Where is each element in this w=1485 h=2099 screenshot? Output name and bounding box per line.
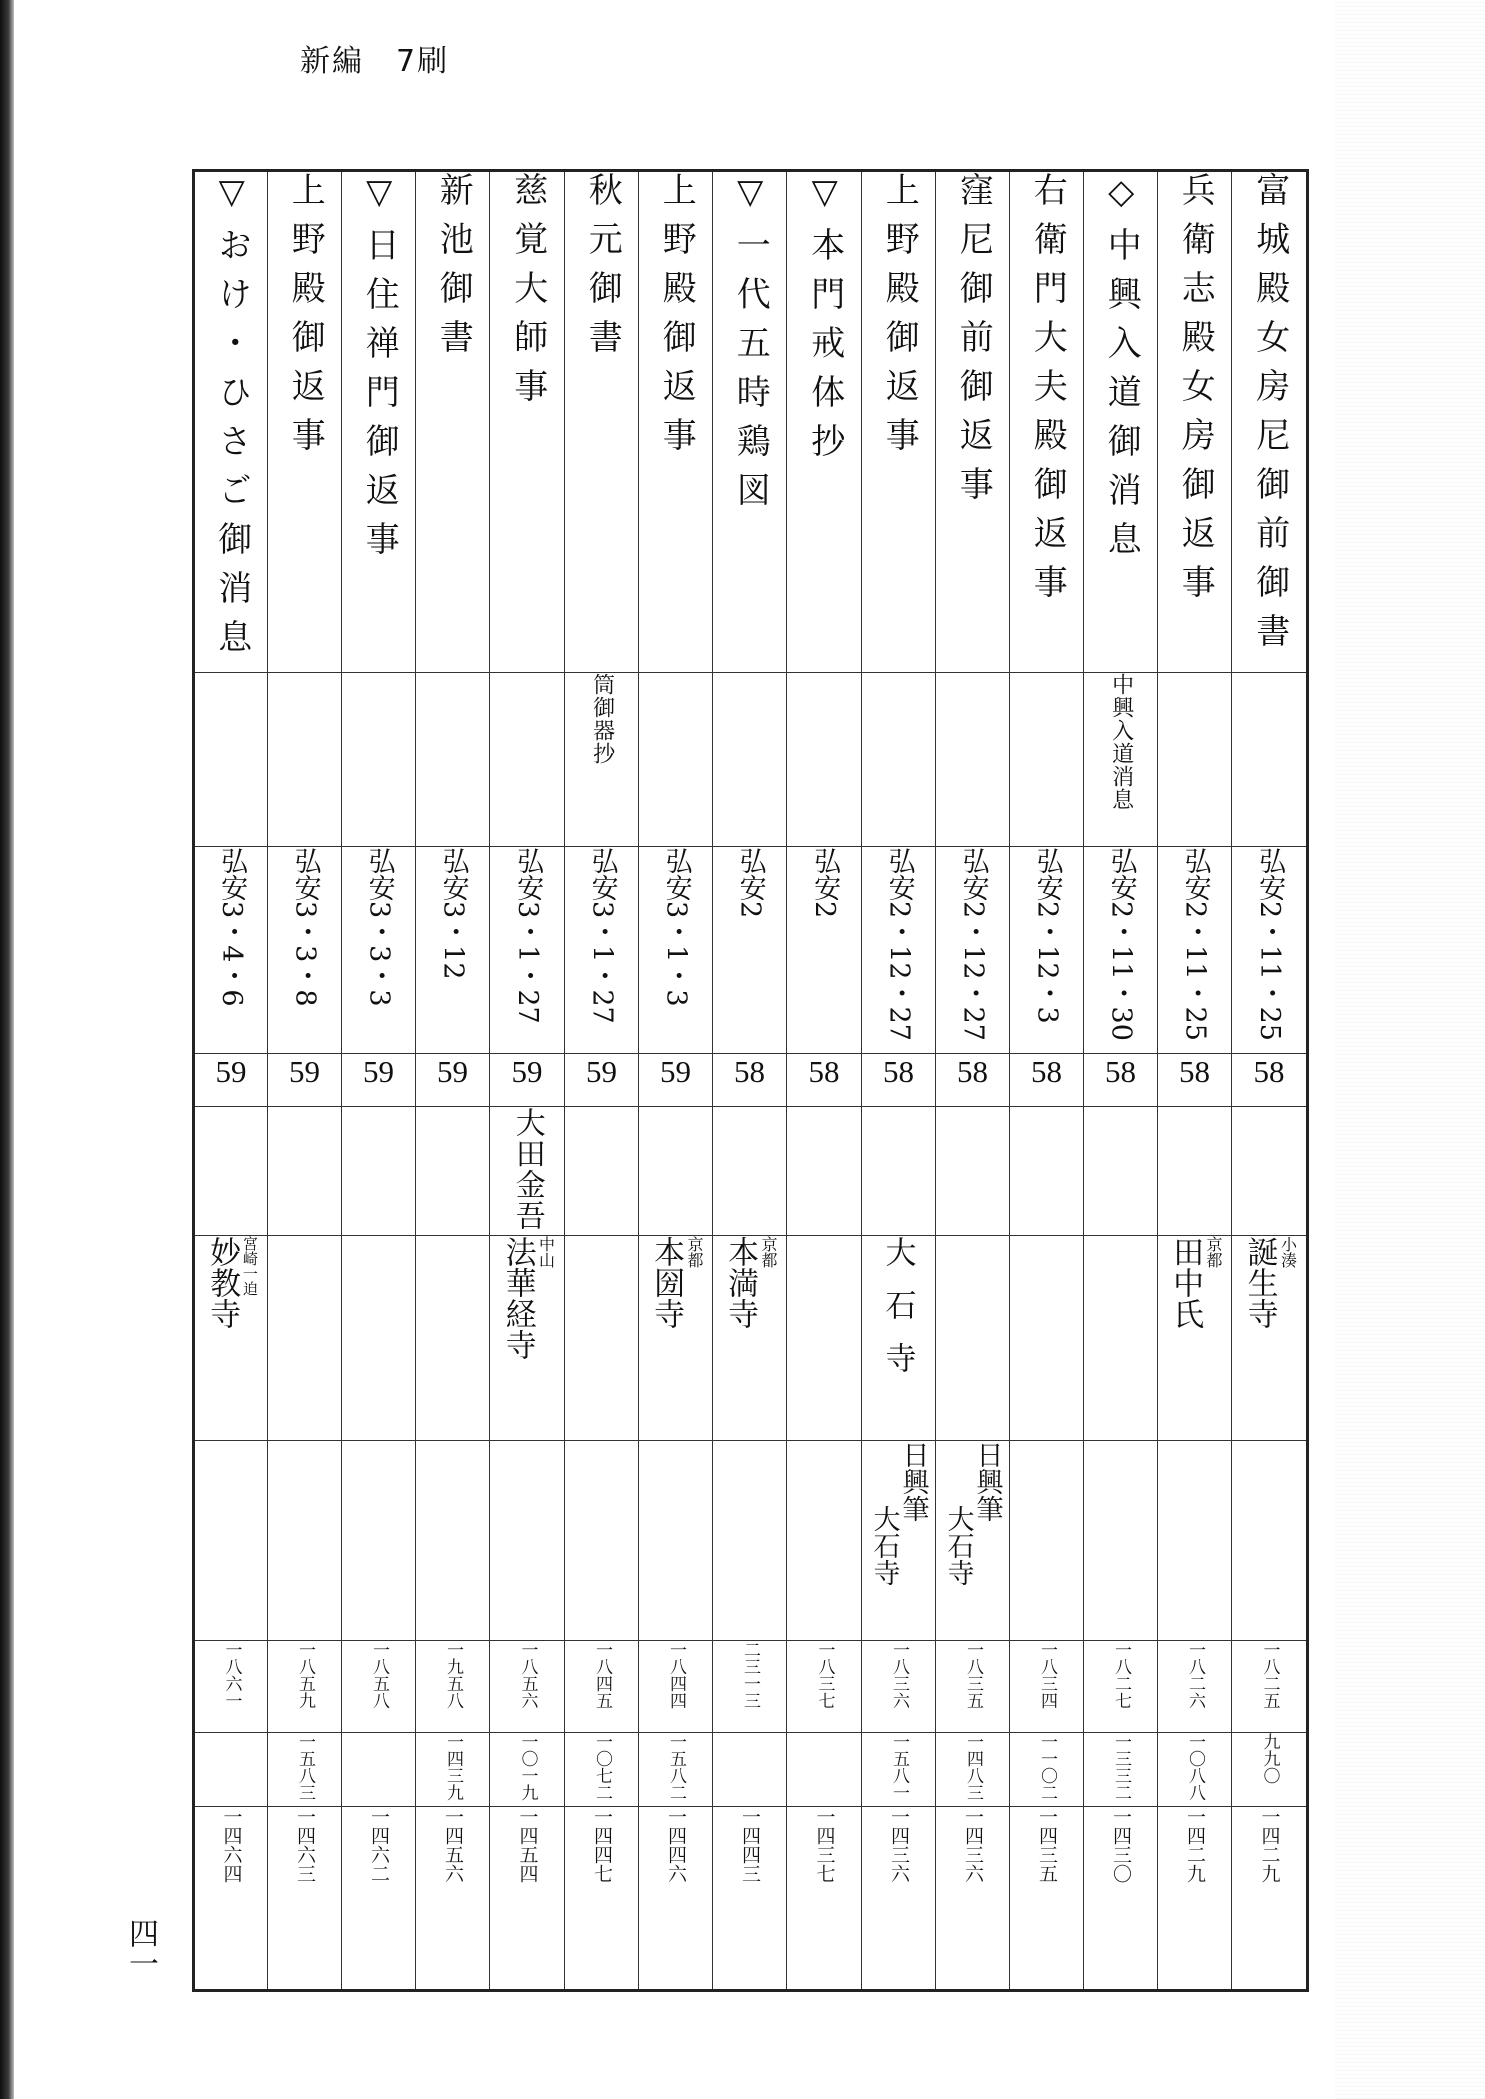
location-cell [713, 1236, 787, 1441]
alt-title-cell [862, 673, 936, 847]
volume-cell: 59 [416, 1054, 490, 1107]
date-cell [1010, 847, 1084, 1054]
work-title: 新池御書 [433, 172, 474, 368]
ref2-cell [862, 1733, 936, 1807]
work-title: 秋元御書 [582, 172, 623, 368]
ref2-page: 一四八三 [963, 1733, 983, 1801]
title-cell [416, 171, 490, 673]
volume-cell: 59 [268, 1054, 342, 1107]
ref3-page: 一四三七 [813, 1807, 836, 1883]
date-text: 弘安3・12 [437, 847, 469, 980]
ref3-page: 一四三〇 [1110, 1807, 1132, 1883]
ref1-page: 一八四四 [666, 1641, 686, 1709]
title-cell [194, 171, 268, 673]
work-title: 右衛門大夫殿御返事 [1027, 172, 1068, 613]
recipient-cell [342, 1107, 416, 1236]
note-cell [862, 1441, 936, 1641]
date-text: 弘安3・4・6 [216, 847, 248, 1007]
ref2-cell [936, 1733, 1010, 1807]
alt-title-cell [268, 673, 342, 847]
work-title: 兵衛志殿女房御返事 [1175, 172, 1216, 613]
note-holder: 大石寺 [942, 1505, 974, 1586]
ref3-cell [490, 1807, 565, 1991]
volume-cell: 58 [1158, 1054, 1232, 1107]
ref1-page: 一八三六 [889, 1641, 909, 1709]
note-cell [565, 1441, 639, 1641]
recipient-cell [862, 1107, 936, 1236]
date-cell [565, 847, 639, 1054]
date-text: 弘安2・11・25 [1254, 847, 1286, 1041]
volume-row [194, 1054, 1308, 1107]
alt-title-cell [194, 673, 268, 847]
note-cell [1232, 1441, 1308, 1641]
note-holder: 大石寺 [868, 1505, 900, 1586]
note-wrap [195, 1441, 267, 1505]
ref3-page: 一四二九 [1258, 1807, 1281, 1883]
location-cell [194, 1236, 268, 1441]
volume-cell: 59 [490, 1054, 565, 1107]
note-wrap [862, 1441, 935, 1586]
ref2-cell [490, 1733, 565, 1807]
ref3-page: 一四三六 [962, 1807, 984, 1883]
recipient-cell [713, 1107, 787, 1236]
ref1-cell [862, 1641, 936, 1733]
alt-title-cell [1010, 673, 1084, 847]
recipient-text: 大田金吾 [509, 1107, 545, 1231]
work-title: 窪尼御前御返事 [953, 172, 994, 515]
location-cell [936, 1236, 1010, 1441]
ref1-page: 一八二七 [1111, 1641, 1131, 1709]
note-cell [787, 1441, 862, 1641]
date-cell [342, 847, 416, 1054]
recipient-cell [1010, 1107, 1084, 1236]
date-row [194, 847, 1308, 1054]
location-cell [490, 1236, 565, 1441]
recipient-cell [787, 1107, 862, 1236]
date-text: 弘安3・1・27 [586, 847, 618, 1024]
date-text: 弘安3・1・27 [512, 847, 544, 1024]
page-edge-texture [1335, 0, 1485, 2099]
location-wrap [1158, 1236, 1231, 1329]
note-wrap [639, 1441, 712, 1505]
note-row [194, 1441, 1308, 1641]
ref1-page: 一八三七 [814, 1641, 835, 1709]
ref3-page: 一四六二 [368, 1807, 390, 1883]
work-title: 富城殿女房尼御前御書 [1249, 172, 1290, 662]
recipient-cell [490, 1107, 565, 1236]
ref2-cell [1010, 1733, 1084, 1807]
volume-cell: 59 [565, 1054, 639, 1107]
date-text: 弘安3・1・3 [660, 847, 692, 1007]
note-cell [342, 1441, 416, 1641]
ref3-cell [862, 1807, 936, 1991]
location-prefix: 宮崎一迫 [240, 1236, 259, 1296]
title-cell [787, 171, 862, 673]
date-text: 弘安2・12・3 [1031, 847, 1063, 1024]
location-cell [416, 1236, 490, 1441]
location-name: 田中氏 [1167, 1236, 1204, 1329]
note-cell [194, 1441, 268, 1641]
ref3-cell [194, 1807, 268, 1991]
location-cell [1084, 1236, 1158, 1441]
alt-title-cell [1084, 673, 1158, 847]
work-title: 上野殿御返事 [879, 172, 920, 466]
ref1-cell [787, 1641, 862, 1733]
date-cell [416, 847, 490, 1054]
ref3-cell [1158, 1807, 1232, 1991]
recipient-cell [268, 1107, 342, 1236]
recipient-cell [639, 1107, 713, 1236]
alt-title: 中興入道消息 [1108, 673, 1134, 811]
ref3-page: 一四五六 [442, 1807, 464, 1883]
recipient-row [194, 1107, 1308, 1236]
title-cell [268, 171, 342, 673]
location-name: 妙教寺 [204, 1236, 241, 1329]
ref1-page: 一八三五 [963, 1641, 983, 1709]
ref2-cell [787, 1733, 862, 1807]
title-cell [936, 171, 1010, 673]
date-text: 弘安2 [809, 847, 841, 919]
date-text: 弘安2・11・25 [1179, 847, 1211, 1041]
alt-title-cell [416, 673, 490, 847]
ref3-cell [342, 1807, 416, 1991]
alt-title-cell [342, 673, 416, 847]
title-cell [342, 171, 416, 673]
ref2-row [194, 1733, 1308, 1807]
page-header: 新編 7刷 [300, 44, 450, 79]
ref3-page: 一四三六 [888, 1807, 910, 1883]
ref2-page: 一一〇二 [1037, 1733, 1057, 1801]
ref3-row [194, 1807, 1308, 1991]
title-cell [1158, 171, 1232, 673]
note-cell [1084, 1441, 1158, 1641]
work-title: ◇中興入道御消息 [1101, 172, 1142, 570]
ref1-cell [1158, 1641, 1232, 1733]
note-cell [936, 1441, 1010, 1641]
ref3-page: 一四四七 [591, 1807, 613, 1883]
location-name: 大石寺 [879, 1236, 916, 1395]
ref1-page: 一八五八 [369, 1641, 389, 1709]
note-wrap [565, 1441, 638, 1505]
location-name: 誕生寺 [1241, 1236, 1278, 1329]
volume-cell: 58 [713, 1054, 787, 1107]
note-scribe: 日興筆 [971, 1441, 1003, 1522]
ref2-cell [194, 1733, 268, 1807]
note-wrap [787, 1441, 861, 1505]
note-cell [713, 1441, 787, 1641]
ref2-page: 一三三二 [1111, 1733, 1131, 1801]
ref3-cell [1084, 1807, 1158, 1991]
location-name: 本満寺 [722, 1236, 759, 1329]
volume-cell: 58 [787, 1054, 862, 1107]
date-text: 弘安2 [734, 847, 766, 919]
ref3-cell [1232, 1807, 1308, 1991]
location-wrap [195, 1236, 267, 1329]
ref3-page: 一四二九 [1184, 1807, 1206, 1883]
title-cell [490, 171, 565, 673]
ref3-page: 一四四六 [665, 1807, 687, 1883]
ref1-cell [1084, 1641, 1158, 1733]
date-cell [713, 847, 787, 1054]
note-wrap [1010, 1441, 1083, 1505]
ref3-cell [936, 1807, 1010, 1991]
location-cell [342, 1236, 416, 1441]
title-cell [565, 171, 639, 673]
location-wrap [713, 1236, 786, 1329]
work-title: ▽一代五時鶏図 [730, 172, 771, 521]
ref3-cell [787, 1807, 862, 1991]
volume-cell: 58 [936, 1054, 1010, 1107]
ref2-page: 一〇一九 [517, 1733, 538, 1801]
location-prefix: 小湊 [1278, 1236, 1298, 1268]
ref2-page: 一五八三 [295, 1733, 315, 1801]
date-text: 弘安3・3・3 [363, 847, 395, 1007]
ref1-row [194, 1641, 1308, 1733]
date-cell [1232, 847, 1308, 1054]
ref3-cell [565, 1807, 639, 1991]
location-cell [1010, 1236, 1084, 1441]
volume-cell: 58 [1084, 1054, 1158, 1107]
ref1-cell [194, 1641, 268, 1733]
location-name: 法華経寺 [499, 1236, 536, 1360]
ref3-page: 一四三五 [1036, 1807, 1058, 1883]
recipient-cell [416, 1107, 490, 1236]
alt-title-row [194, 673, 1308, 847]
ref3-page: 一四六三 [294, 1807, 316, 1883]
ref2-page: 一〇七二 [592, 1733, 612, 1801]
ref2-page: 一五八一 [889, 1733, 909, 1801]
recipient-cell [936, 1107, 1010, 1236]
alt-title-cell [787, 673, 862, 847]
title-cell [1010, 171, 1084, 673]
location-prefix: 中山 [536, 1236, 556, 1268]
ref2-page: 一四三九 [443, 1733, 463, 1801]
ref2-cell [416, 1733, 490, 1807]
page-number: 四一 [123, 1918, 158, 1978]
title-cell [1084, 171, 1158, 673]
note-scribe: 日興筆 [897, 1441, 929, 1522]
alt-title-cell [565, 673, 639, 847]
ref2-page: 九九〇 [1259, 1733, 1280, 1784]
location-cell [268, 1236, 342, 1441]
ref1-page: 一八五九 [295, 1641, 315, 1709]
location-cell [787, 1236, 862, 1441]
location-cell [639, 1236, 713, 1441]
date-cell [787, 847, 862, 1054]
ref1-page: 二三一三 [740, 1641, 760, 1709]
volume-cell: 58 [862, 1054, 936, 1107]
location-wrap [1232, 1236, 1306, 1329]
ref1-cell [565, 1641, 639, 1733]
location-cell [1232, 1236, 1308, 1441]
note-wrap [416, 1441, 489, 1505]
work-title: 慈覚大師事 [507, 172, 548, 417]
volume-cell: 58 [1232, 1054, 1308, 1107]
writings-table [192, 169, 1309, 1992]
location-prefix: 京都 [758, 1236, 778, 1268]
ref3-page: 一四四三 [739, 1807, 761, 1883]
ref1-cell [936, 1641, 1010, 1733]
ref1-cell [416, 1641, 490, 1733]
ref1-cell [268, 1641, 342, 1733]
note-wrap [342, 1441, 415, 1505]
ref2-cell [1084, 1733, 1158, 1807]
date-text: 弘安3・3・8 [289, 847, 321, 1007]
ref1-cell [713, 1641, 787, 1733]
location-cell [565, 1236, 639, 1441]
ref1-page: 一九五八 [443, 1641, 463, 1709]
ref3-page: 一四六四 [220, 1807, 243, 1883]
date-cell [936, 847, 1010, 1054]
note-cell [416, 1441, 490, 1641]
date-cell [490, 847, 565, 1054]
volume-cell: 59 [639, 1054, 713, 1107]
alt-title-cell [1232, 673, 1308, 847]
location-wrap [862, 1236, 935, 1395]
date-cell [639, 847, 713, 1054]
ref3-cell [713, 1807, 787, 1991]
ref1-page: 一八六一 [221, 1641, 242, 1709]
ref2-page: 一五八二 [666, 1733, 686, 1801]
note-wrap [1084, 1441, 1157, 1505]
title-cell [713, 171, 787, 673]
book-binding-shadow [0, 0, 14, 2099]
volume-cell: 58 [1010, 1054, 1084, 1107]
recipient-cell [194, 1107, 268, 1236]
ref1-cell [1232, 1641, 1308, 1733]
ref1-cell [342, 1641, 416, 1733]
ref3-cell [639, 1807, 713, 1991]
note-wrap [490, 1441, 564, 1505]
note-wrap [1232, 1441, 1306, 1505]
note-cell [1010, 1441, 1084, 1641]
ref2-cell [342, 1733, 416, 1807]
ref1-page: 一八二五 [1259, 1641, 1280, 1709]
alt-title-cell [1158, 673, 1232, 847]
recipient-cell [565, 1107, 639, 1236]
title-cell [1232, 171, 1308, 673]
title-cell [862, 171, 936, 673]
ref2-page: 一〇八八 [1185, 1733, 1205, 1801]
alt-title-cell [936, 673, 1010, 847]
ref2-cell [1158, 1733, 1232, 1807]
location-prefix: 京都 [1203, 1236, 1223, 1268]
volume-cell: 59 [342, 1054, 416, 1107]
work-title: 上野殿御返事 [285, 172, 326, 466]
alt-title: 筒御器抄 [589, 673, 615, 765]
location-cell [1158, 1236, 1232, 1441]
title-cell [639, 171, 713, 673]
title-row [194, 171, 1308, 673]
note-wrap [1158, 1441, 1231, 1505]
recipient-cell [1158, 1107, 1232, 1236]
work-title: ▽おけ・ひさご御消息 [211, 172, 252, 668]
location-prefix: 京都 [684, 1236, 704, 1268]
alt-title-cell [490, 673, 565, 847]
date-text: 弘安2・11・30 [1105, 847, 1137, 1041]
location-wrap [639, 1236, 712, 1329]
date-cell [1084, 847, 1158, 1054]
ref2-cell [639, 1733, 713, 1807]
work-title: 上野殿御返事 [656, 172, 697, 466]
date-cell [194, 847, 268, 1054]
ref1-page: 一八二六 [1185, 1641, 1205, 1709]
ref3-cell [1010, 1807, 1084, 1991]
ref1-cell [490, 1641, 565, 1733]
note-cell [1158, 1441, 1232, 1641]
recipient-cell [1084, 1107, 1158, 1236]
recipient-cell [1232, 1107, 1308, 1236]
ref1-page: 一八五六 [517, 1641, 538, 1709]
ref1-page: 一八四五 [592, 1641, 612, 1709]
location-cell [862, 1236, 936, 1441]
ref1-page: 一八三四 [1037, 1641, 1057, 1709]
note-cell [639, 1441, 713, 1641]
ref2-cell [713, 1733, 787, 1807]
ref2-cell [268, 1733, 342, 1807]
date-text: 弘安2・12・27 [883, 847, 915, 1041]
ref2-cell [565, 1733, 639, 1807]
date-cell [1158, 847, 1232, 1054]
location-row [194, 1236, 1308, 1441]
note-cell [490, 1441, 565, 1641]
work-title: ▽本門戒体抄 [804, 172, 845, 472]
alt-title-cell [713, 673, 787, 847]
volume-cell: 59 [194, 1054, 268, 1107]
note-cell [268, 1441, 342, 1641]
note-wrap [268, 1441, 341, 1505]
alt-title-cell [639, 673, 713, 847]
date-cell [268, 847, 342, 1054]
ref3-cell [416, 1807, 490, 1991]
ref2-cell [1232, 1733, 1308, 1807]
note-wrap [936, 1441, 1009, 1586]
note-wrap [713, 1441, 786, 1505]
ref1-cell [1010, 1641, 1084, 1733]
work-title: ▽日住禅門御返事 [359, 172, 400, 570]
location-wrap [490, 1236, 564, 1360]
ref3-page: 一四五四 [516, 1807, 539, 1883]
location-name: 本圀寺 [648, 1236, 685, 1329]
date-cell [862, 847, 936, 1054]
ref1-cell [639, 1641, 713, 1733]
date-text: 弘安2・12・27 [957, 847, 989, 1041]
ref3-cell [268, 1807, 342, 1991]
